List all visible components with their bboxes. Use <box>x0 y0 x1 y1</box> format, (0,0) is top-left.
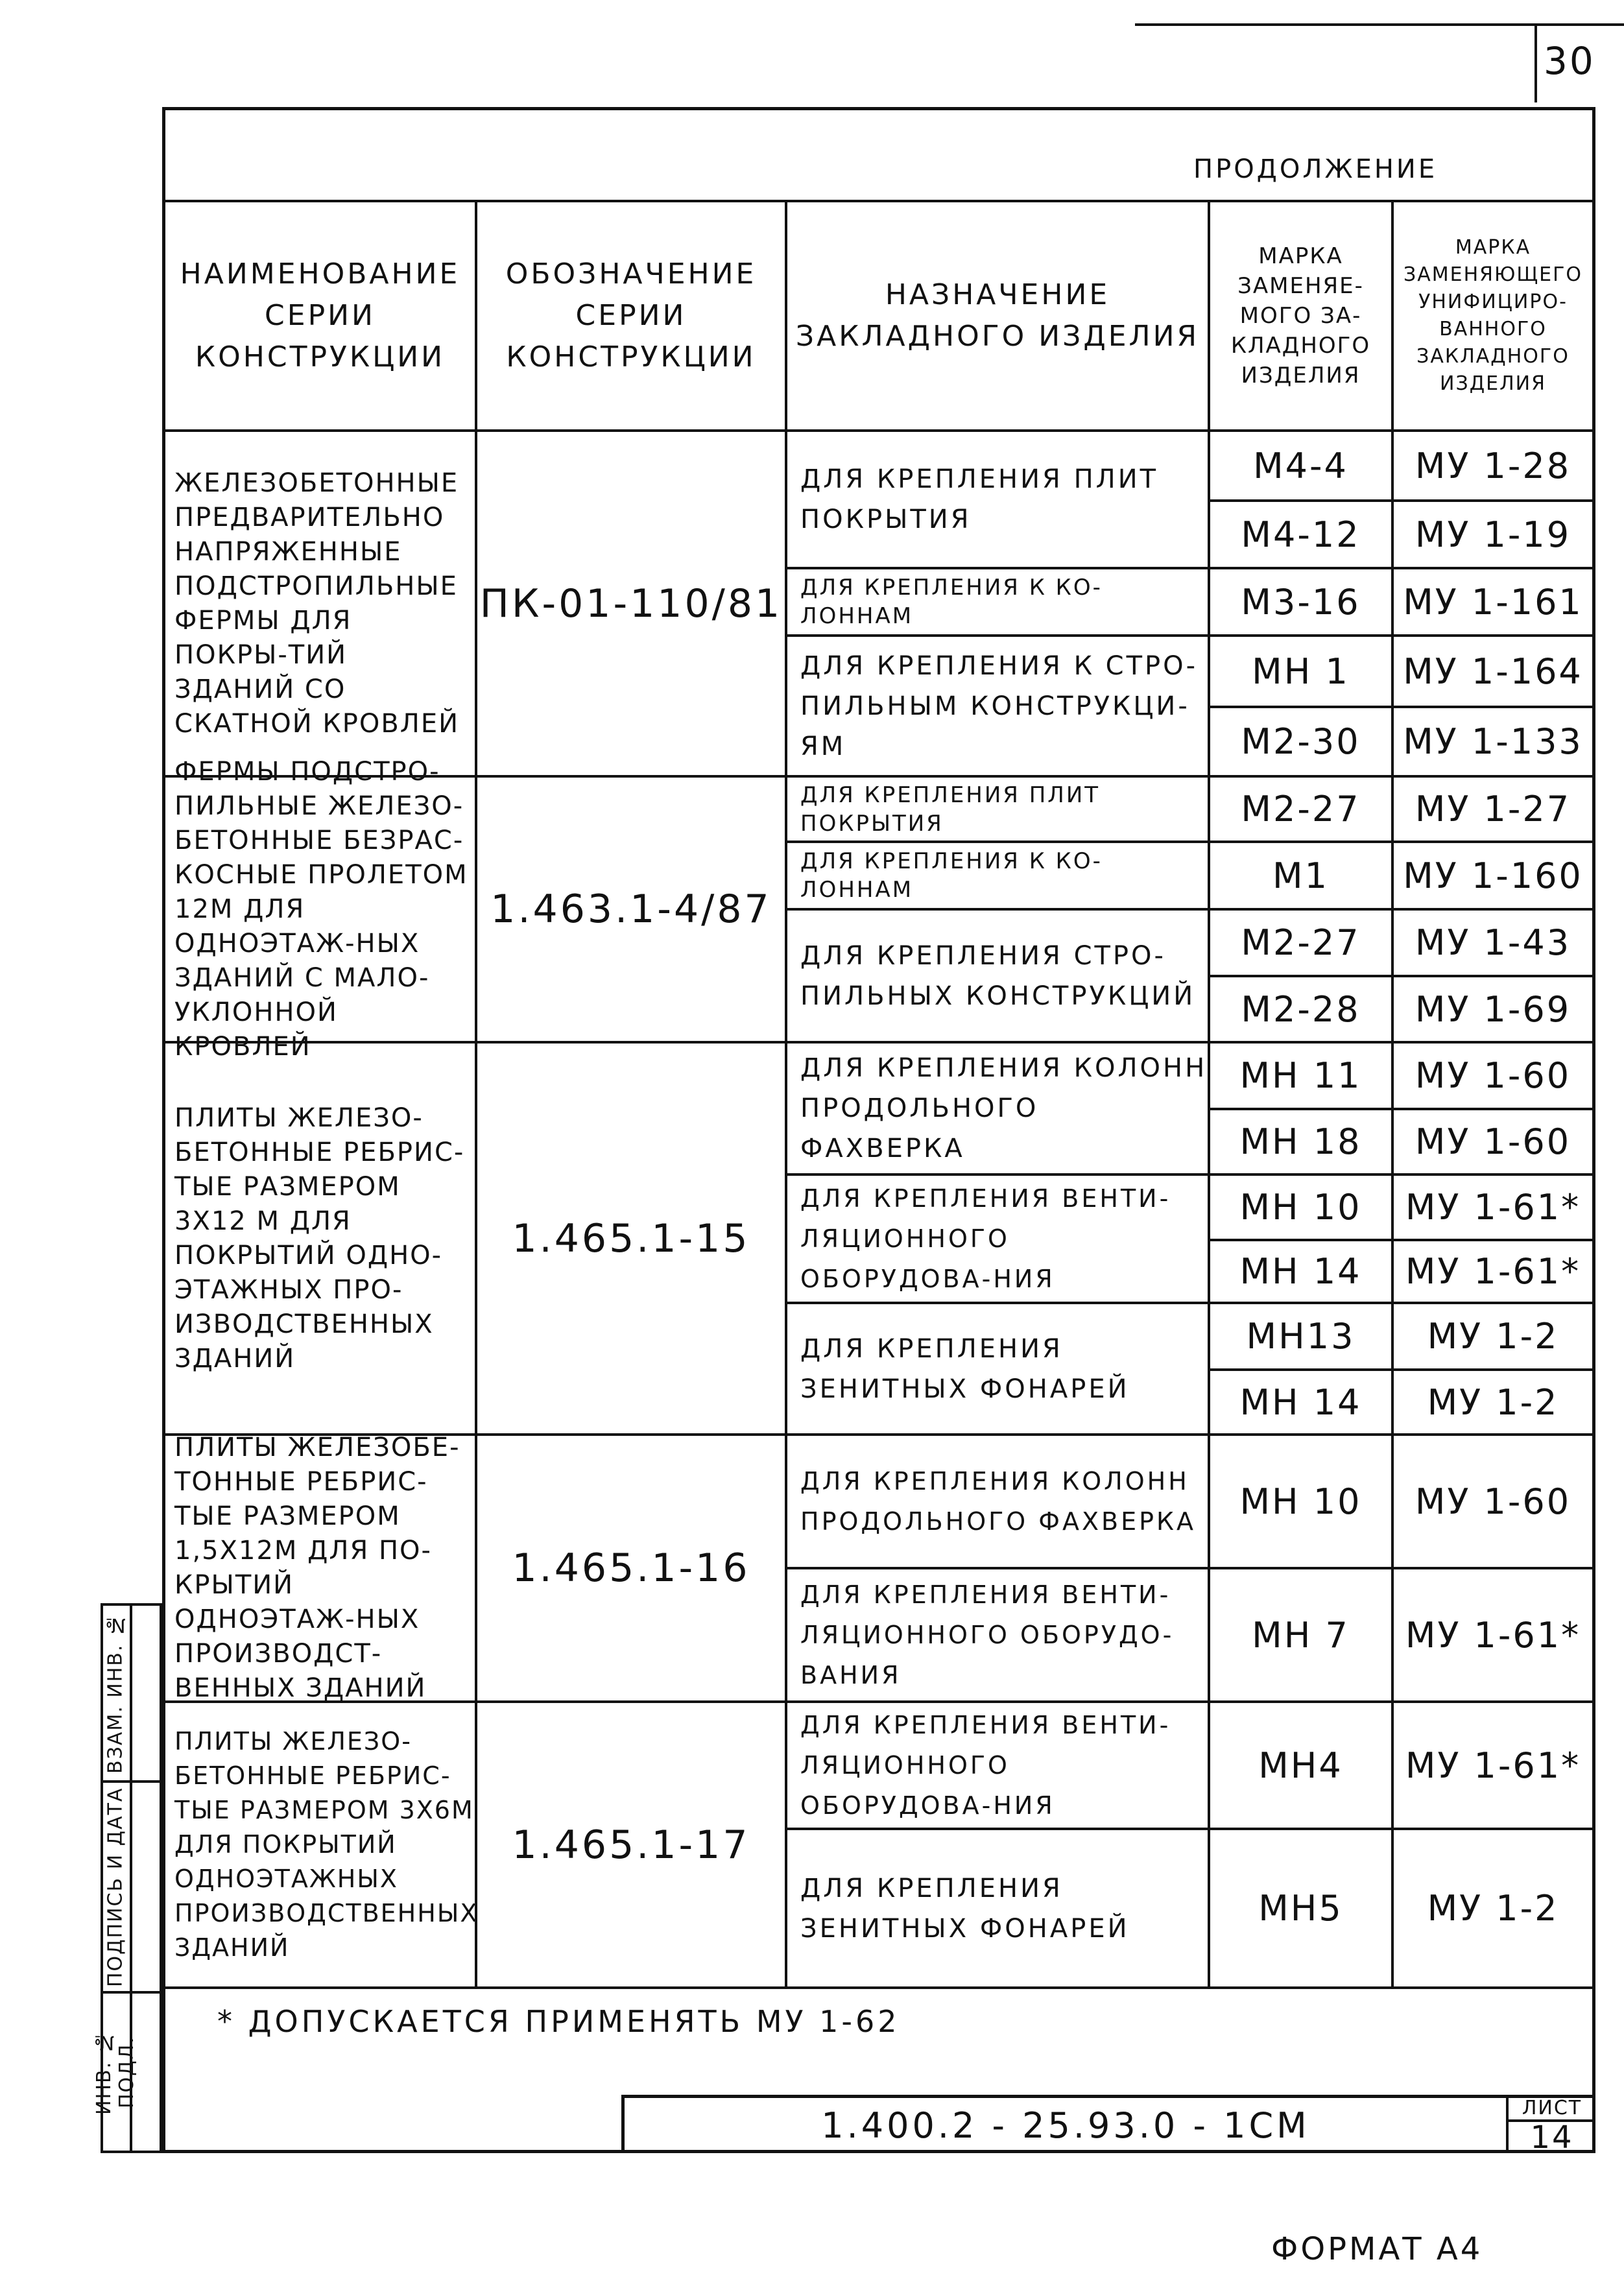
group-3-new-mark-3: МУ 1-61* <box>1405 1187 1581 1228</box>
sheet-label: ЛИСТ <box>1522 2097 1582 2119</box>
group-3-new-mark-4: МУ 1-61* <box>1405 1251 1581 1292</box>
group-1-old-mark-4: МН 1 <box>1252 650 1350 692</box>
group-1-name: ЖЕЛЕЗОБЕТОННЫЕ ПРЕДВАРИТЕЛЬНО НАПРЯЖЕННЫЕ ПОДСТРОПИЛЬНЫЕ ФЕРМЫ ДЛЯ ПОКРЫ-ТИЙ ЗДАНИЙ СО СКАТНОЙ КРОВЛЕЙ <box>174 468 460 739</box>
footnote: * ДОПУСКАЕТСЯ ПРИМЕНЯТЬ МУ 1-62 <box>217 2004 900 2039</box>
group-3-old-mark-3: МН 10 <box>1239 1187 1362 1228</box>
group-2-new-mark-2: МУ 1-160 <box>1403 855 1583 896</box>
group-4-old-mark-1: МН 10 <box>1239 1481 1362 1522</box>
group-5-code: 1.465.1-17 <box>512 1822 750 1868</box>
group-1-new-mark-4: МУ 1-164 <box>1403 650 1583 692</box>
group-2-old-mark-4: М2-28 <box>1241 988 1361 1030</box>
group-4-new-mark-2: МУ 1-61* <box>1405 1614 1581 1656</box>
page-number: 30 <box>1544 39 1595 83</box>
group-1-old-mark-3: М3-16 <box>1241 581 1361 623</box>
side-inv-original: ИНВ. № ПОДЛ. <box>93 2029 138 2115</box>
document-code: 1.400.2 - 25.93.0 - 1СМ <box>821 2105 1310 2146</box>
group-2-new-mark-3: МУ 1-43 <box>1415 922 1571 963</box>
group-3-new-mark-2: МУ 1-60 <box>1415 1121 1571 1162</box>
group-3-old-mark-6: МН 14 <box>1239 1381 1362 1423</box>
group-1-new-mark-5: МУ 1-133 <box>1403 721 1583 762</box>
group-5-purpose-1: ДЛЯ КРЕПЛЕНИЯ ВЕНТИ-ЛЯЦИОННОГО ОБОРУДОВА-НИЯ <box>800 1711 1171 1820</box>
table-bottom-line <box>162 1986 1595 1989</box>
group-2-old-mark-2: М1 <box>1272 855 1329 896</box>
group-3-name: ПЛИТЫ ЖЕЛЕЗО-БЕТОННЫЕ РЕБРИС-ТЫЕ РАЗМЕРОМ 3Х12 М ДЛЯ ПОКРЫТИЙ ОДНО-ЭТАЖНЫХ ПРО-ИЗВОДСТВЕННЫХ ЗДАНИЙ <box>174 1103 465 1374</box>
group-1-code: ПК-01-110/81 <box>479 580 783 626</box>
group-3-new-mark-1: МУ 1-60 <box>1415 1055 1571 1096</box>
header-purpose: НАЗНАЧЕНИЕ ЗАКЛАДНОГО ИЗДЕЛИЯ <box>795 278 1200 353</box>
group-4-old-mark-2: МН 7 <box>1252 1614 1350 1656</box>
group-2-purpose-3: ДЛЯ КРЕПЛЕНИЯ СТРО-ПИЛЬНЫХ КОНСТРУКЦИЙ <box>800 940 1196 1011</box>
side-replaced-inv: ВЗАМ. ИНВ. № <box>104 1612 127 1774</box>
group-5-name: ПЛИТЫ ЖЕЛЕЗО-БЕТОННЫЕ РЕБРИС-ТЫЕ РАЗМЕРОМ 3Х6М ДЛЯ ПОКРЫТИЙ ОДНОЭТАЖНЫХ ПРОИЗВОДСТВЕННЫХ ЗДАНИЙ <box>174 1727 479 1962</box>
group-3-purpose-3: ДЛЯ КРЕПЛЕНИЯ ЗЕНИТНЫХ ФОНАРЕЙ <box>800 1333 1130 1404</box>
group-5-old-mark-2: МН5 <box>1258 1888 1343 1929</box>
group-3-old-mark-5: МН13 <box>1246 1316 1355 1357</box>
group-3-new-mark-6: МУ 1-2 <box>1427 1381 1559 1423</box>
group-5-new-mark-1: МУ 1-61* <box>1405 1745 1581 1786</box>
group-4-purpose-2: ДЛЯ КРЕПЛЕНИЯ ВЕНТИ-ЛЯЦИОННОГО ОБОРУДО-ВАНИЯ <box>800 1580 1175 1689</box>
group-1-old-mark-5: М2-30 <box>1241 721 1361 762</box>
header-old-mark: МАРКА ЗАМЕНЯЕ-МОГО ЗА-КЛАДНОГО ИЗДЕЛИЯ <box>1230 243 1371 388</box>
group-2-purpose-1: ДЛЯ КРЕПЛЕНИЯ ПЛИТ ПОКРЫТИЯ <box>800 781 1101 837</box>
group-1-new-mark-3: МУ 1-161 <box>1403 581 1583 623</box>
group-1-old-mark-1: М4-4 <box>1253 445 1348 486</box>
group-1-purpose-2: ДЛЯ КРЕПЛЕНИЯ К КО-ЛОННАМ <box>800 575 1103 629</box>
group-5-purpose-2: ДЛЯ КРЕПЛЕНИЯ ЗЕНИТНЫХ ФОНАРЕЙ <box>800 1873 1130 1944</box>
group-1-purpose-3: ДЛЯ КРЕПЛЕНИЯ К СТРО-ПИЛЬНЫМ КОНСТРУКЦИ-ЯМ <box>800 650 1199 761</box>
group-5-old-mark-1: МН4 <box>1258 1745 1343 1786</box>
group-4-new-mark-1: МУ 1-60 <box>1415 1481 1571 1522</box>
group-1-new-mark-2: МУ 1-19 <box>1415 514 1571 555</box>
top-rule <box>1135 23 1624 26</box>
page-number-divider <box>1534 23 1537 102</box>
group-1-purpose-1: ДЛЯ КРЕПЛЕНИЯ ПЛИТ ПОКРЫТИЯ <box>800 464 1159 534</box>
group-3-old-mark-1: МН 11 <box>1239 1055 1362 1096</box>
group-4-name: ПЛИТЫ ЖЕЛЕЗОБЕ-ТОННЫЕ РЕБРИС-ТЫЕ РАЗМЕРОМ 1,5Х12М ДЛЯ ПО-КРЫТИЙ ОДНОЭТАЖ-НЫХ ПРОИЗВОДСТ-ВЕННЫХ ЗДАНИЙ <box>174 1433 460 1703</box>
group-2-code: 1.463.1-4/87 <box>490 887 772 932</box>
group-1-new-mark-1: МУ 1-28 <box>1415 445 1571 486</box>
format-label: ФОРМАТ А4 <box>1271 2231 1483 2267</box>
group-3-code: 1.465.1-15 <box>512 1215 750 1261</box>
sheet-number: 14 <box>1530 2119 1574 2156</box>
group-2-new-mark-4: МУ 1-69 <box>1415 988 1571 1030</box>
header-new-mark: МАРКА ЗАМЕНЯЮЩЕГО УНИФИЦИРО-ВАННОГО ЗАКЛАДНОГО ИЗДЕЛИЯ <box>1403 236 1583 395</box>
group-3-purpose-1: ДЛЯ КРЕПЛЕНИЯ КОЛОНН ПРОДОЛЬНОГО ФАХВЕРКА <box>800 1053 1208 1163</box>
header-series-code: ОБОЗНАЧЕНИЕ СЕРИИ КОНСТРУКЦИИ <box>505 257 757 374</box>
group-3-purpose-2: ДЛЯ КРЕПЛЕНИЯ ВЕНТИ-ЛЯЦИОННОГО ОБОРУДОВА-НИЯ <box>800 1184 1171 1293</box>
group-2-old-mark-3: М2-27 <box>1241 922 1361 963</box>
group-1-old-mark-2: М4-12 <box>1241 514 1361 555</box>
group-2-purpose-2: ДЛЯ КРЕПЛЕНИЯ К КО-ЛОННАМ <box>800 848 1103 903</box>
group-3-new-mark-5: МУ 1-2 <box>1427 1316 1559 1357</box>
group-4-code: 1.465.1-16 <box>512 1545 750 1591</box>
group-2-name: ФЕРМЫ ПОДСТРО-ПИЛЬНЫЕ ЖЕЛЕЗО-БЕТОННЫЕ БЕЗРАС-КОСНЫЕ ПРОЛЕТОМ 12М ДЛЯ ОДНОЭТАЖ-НЫХ ЗДАНИЙ С МАЛО-УКЛОННОЙ КРОВЛЕЙ <box>174 756 468 1062</box>
group-3-old-mark-4: МН 14 <box>1239 1251 1362 1292</box>
group-2-new-mark-1: МУ 1-27 <box>1415 789 1571 829</box>
group-3-old-mark-2: МН 18 <box>1239 1121 1362 1162</box>
header-series-name: НАИМЕНОВАНИЕ СЕРИИ КОНСТРУКЦИИ <box>180 257 460 374</box>
group-5-new-mark-2: МУ 1-2 <box>1427 1888 1559 1929</box>
group-4-purpose-1: ДЛЯ КРЕПЛЕНИЯ КОЛОНН ПРОДОЛЬНОГО ФАХВЕРКА <box>800 1467 1196 1536</box>
continuation-label: ПРОДОЛЖЕНИЕ <box>1193 154 1438 184</box>
side-signature-date: ПОДПИСЬ И ДАТА <box>104 1787 127 1987</box>
group-2-old-mark-1: М2-27 <box>1241 789 1361 829</box>
